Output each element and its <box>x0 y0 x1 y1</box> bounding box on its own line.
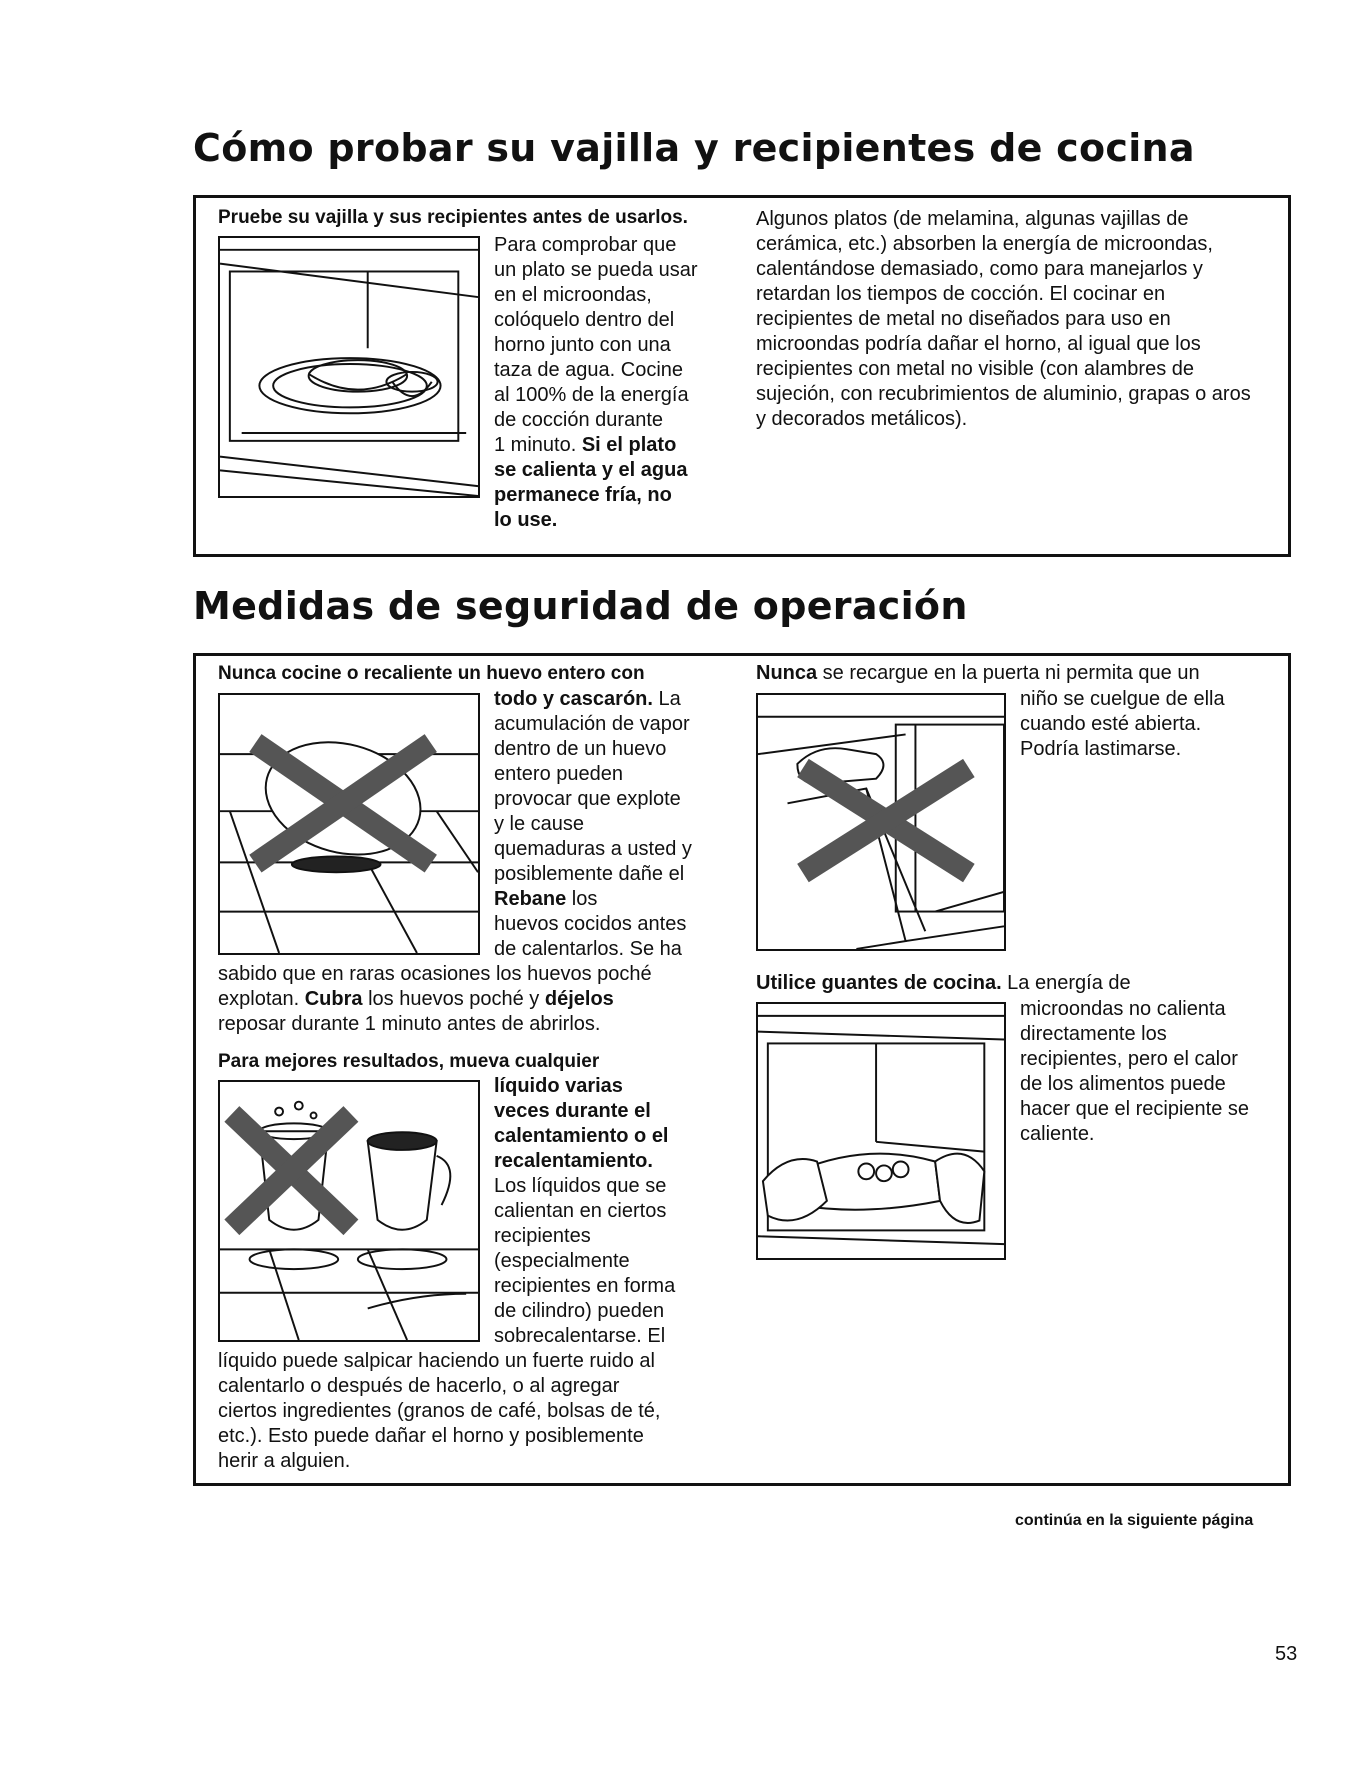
text-line: se recargue en la puerta ni permita que un <box>817 662 1200 684</box>
gloves-wrap <box>1020 997 1249 1147</box>
text-line: calentarlo o después de hacerlo, o al agregar <box>218 1375 620 1397</box>
section-title-tableware-test: Cómo probar su vajilla y recipientes de cocina <box>193 126 1195 170</box>
door-lead <box>756 661 1200 686</box>
text-line: hacer que el recipiente se <box>1020 1098 1250 1120</box>
liquid-wrap <box>494 1074 675 1349</box>
warning-bold: calentamiento o el <box>494 1125 669 1147</box>
text-line: herir a alguien. <box>218 1450 351 1472</box>
text-line: entero pueden <box>494 763 624 785</box>
section-title-operation-safety: Medidas de seguridad de operación <box>193 584 968 628</box>
text-line: directamente los <box>1020 1023 1167 1045</box>
egg-wrap <box>494 687 692 962</box>
microwave-plate-test-icon <box>218 236 480 498</box>
warning-bold: líquido varias <box>494 1075 623 1097</box>
text-line: un plato se pueda usar <box>494 259 698 281</box>
text-line: taza de agua. Cocine <box>494 359 684 381</box>
text-line: La energía de <box>1001 972 1131 994</box>
text-line: los huevos poché y <box>362 988 545 1010</box>
text-line: reposar durante 1 minuto antes de abrirlos. <box>218 1013 601 1035</box>
text-line: calientan en ciertos <box>494 1200 667 1222</box>
liquid-lead: Para mejores resultados, mueva cualquier <box>218 1051 600 1072</box>
warning-bold: Rebane <box>494 888 567 910</box>
text-line: huevos cocidos antes <box>494 913 687 935</box>
text-line: provocar que explote <box>494 788 681 810</box>
text-line: horno junto con una <box>494 334 671 356</box>
egg-crossed-icon <box>218 693 480 955</box>
text-line: de los alimentos puede <box>1020 1073 1226 1095</box>
text-line: ciertos ingredientes (granos de café, bolsas de té, <box>218 1400 661 1422</box>
text-line: Para comprobar que <box>494 234 677 256</box>
text-line: acumulación de vapor <box>494 713 690 735</box>
tableware-test-lead: Pruebe su vajilla y sus recipientes antes de usarlos. <box>218 207 688 228</box>
text-line: recipientes en forma <box>494 1275 676 1297</box>
page-number: 53 <box>1275 1643 1298 1665</box>
warning-bold: Nunca <box>756 662 818 684</box>
egg-full-lines <box>218 962 652 1037</box>
warning-bold: déjelos <box>544 988 614 1010</box>
warning-bold: lo use. <box>494 509 558 531</box>
continues-note: continúa en la siguiente página <box>1015 1512 1254 1529</box>
text-line: quemaduras a usted y <box>494 838 692 860</box>
warning-bold: se calienta y el agua <box>494 459 688 481</box>
text-line: sobrecalentarse. El <box>494 1325 666 1347</box>
text-line: dentro de un huevo <box>494 738 667 760</box>
text-line: y le cause <box>494 813 585 835</box>
text-line: microondas no calienta <box>1020 998 1226 1020</box>
text-line: Podría lastimarse. <box>1020 738 1182 760</box>
text-line: posiblemente dañe el <box>494 863 685 885</box>
warning-bold: veces durante el <box>494 1100 651 1122</box>
text-line: colóquelo dentro del <box>494 309 675 331</box>
liquid-full-lines <box>218 1349 660 1474</box>
warning-bold: Si el plato <box>581 434 677 456</box>
text-line: líquido puede salpicar haciendo un fuerte ruido al <box>218 1350 655 1372</box>
warning-bold: Utilice guantes de cocina. <box>756 972 1002 994</box>
door-wrap <box>1020 687 1225 762</box>
oven-mitts-dish-icon <box>756 1002 1006 1260</box>
text-line: recipientes, pero el calor <box>1020 1048 1238 1070</box>
warning-bold: permanece fría, no <box>494 484 672 506</box>
tableware-absorb-paragraph: Algunos platos (de melamina, algunas vajillas de cerámica, etc.) absorben la energía de microondas, calentándose demasiado, como para manejarlos y retardan los tiempos de cocción. El cocinar en recipientes de metal no diseñados para uso en microondas podría dañar el horno, al igual que los recipientes con metal no visible (con alambres de sujeción, con recubrimientos de aluminio, grapas o aros y decorados metálicos). <box>756 208 1251 430</box>
text-line: etc.). Esto puede dañar el horno y posiblemente <box>218 1425 644 1447</box>
text-line: niño se cuelgue de ella <box>1020 688 1225 710</box>
cups-crossed-icon <box>218 1080 480 1342</box>
warning-bold: Cubra <box>304 988 363 1010</box>
text-line: caliente. <box>1020 1123 1095 1145</box>
gloves-lead <box>756 971 1131 996</box>
text-line: (especialmente <box>494 1250 630 1272</box>
egg-lead: Nunca cocine o recaliente un huevo entero con <box>218 663 645 684</box>
warning-bold: todo y cascarón. <box>494 688 653 710</box>
door-hanging-crossed-icon <box>756 693 1006 951</box>
text-line: cuando esté abierta. <box>1020 713 1202 735</box>
text-line: de cilindro) pueden <box>494 1300 665 1322</box>
text-line: recipientes <box>494 1225 591 1247</box>
text-line: al 100% de la energía <box>494 384 689 406</box>
tableware-test-wrap <box>494 233 698 533</box>
text-line: La <box>658 688 681 710</box>
text-line: de calentarlos. Se ha <box>494 938 682 960</box>
text-line: explotan. <box>218 988 305 1010</box>
text-line: los <box>566 888 598 910</box>
text-line: 1 minuto. <box>494 434 577 456</box>
warning-bold: recalentamiento. <box>494 1150 653 1172</box>
text-line: sabido que en raras ocasiones los huevos poché <box>218 963 652 985</box>
text-line: Los líquidos que se <box>494 1175 667 1197</box>
text-line: de cocción durante <box>494 409 664 431</box>
text-line: en el microondas, <box>494 284 652 306</box>
